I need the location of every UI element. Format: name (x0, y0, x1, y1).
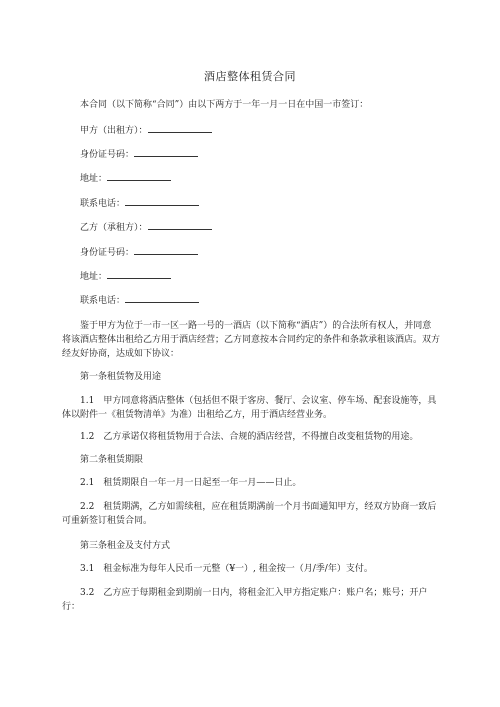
article-2-clause-1: 2.1 租赁期限自一年一月一日起至一年一月——日止。 (80, 478, 302, 488)
party-b-address-blank (107, 270, 171, 279)
party-b-address-label: 地址： (80, 272, 108, 282)
party-b-phone-label: 联系电话： (80, 296, 126, 306)
article-3-clause-1: 3.1 租金标准为每年人民币一元整（¥一）, 租金按一（月/季/年）支付。 (80, 564, 373, 574)
party-a-address-blank (107, 172, 171, 181)
article-1-clause-2: 1.2 乙方承诺仅将租赁物用于合法、合规的酒店经营，不得擅自改变租赁物的用途。 (80, 432, 419, 442)
party-a-lessor-label: 甲方（出租方）： (80, 126, 148, 136)
party-a-phone-blank (125, 197, 199, 206)
party-a-id-label: 身份证号码： (80, 150, 135, 160)
article-1-heading: 第一条租赁物及用途 (80, 372, 162, 382)
article-3-clause-2: 3.2 乙方应于每期租金到期前一日内，将租金汇入甲方指定账户：账户名；账号；开户行： (62, 588, 428, 612)
intro-paragraph: 本合同（以下简称“合同”）由以下两方于一年一月一日在中国一市签订： (80, 100, 369, 110)
party-b-address-field (62, 270, 440, 284)
article-2-clause-2: 2.2 租赁期满，乙方如需续租，应在租赁期满前一个月书面通知甲方，经双方协商一致后可重新签订租赁合同。 (62, 502, 437, 526)
preamble-paragraph: 鉴于甲方为位于一市一区一路一号的一酒店（以下简称“酒店”）的合法所有权人，并同意将该酒店整体出租给乙方用于酒店经营；乙方同意按本合同约定的条件和条款承租该酒店。双方经友好协商，达成如下协议： (62, 321, 441, 359)
party-a-id-field (62, 148, 440, 162)
party-b-lessee-label: 乙方（承租方）： (80, 223, 148, 233)
party-a-id-blank (134, 148, 198, 157)
article-3-heading: 第三条租金及支付方式 (80, 541, 171, 551)
party-b-lessee-blank (148, 221, 212, 230)
party-b-id-label: 身份证号码： (80, 248, 135, 258)
party-a-phone-field (62, 197, 440, 211)
party-a-lessor-blank (148, 124, 212, 133)
document-title: 酒店整体租赁合同 (204, 70, 296, 83)
article-1-clause-1: 1.1 甲方同意将酒店整体（包括但不限于客房、餐厅、会议室、停车场、配套设施等，具体以附件一《租赁物清单》为准）出租给乙方，用于酒店经营业务。 (62, 396, 437, 420)
party-b-id-field (62, 246, 440, 260)
article-2-heading: 第二条租赁期限 (80, 455, 144, 465)
party-a-lessor-field (62, 124, 440, 138)
party-b-lessee-field (62, 221, 440, 235)
party-b-id-blank (134, 246, 198, 255)
party-a-phone-label: 联系电话： (80, 199, 126, 209)
party-a-address-label: 地址： (80, 174, 108, 184)
party-b-phone-field (62, 294, 440, 308)
party-a-address-field (62, 172, 440, 186)
party-b-phone-blank (125, 294, 199, 303)
